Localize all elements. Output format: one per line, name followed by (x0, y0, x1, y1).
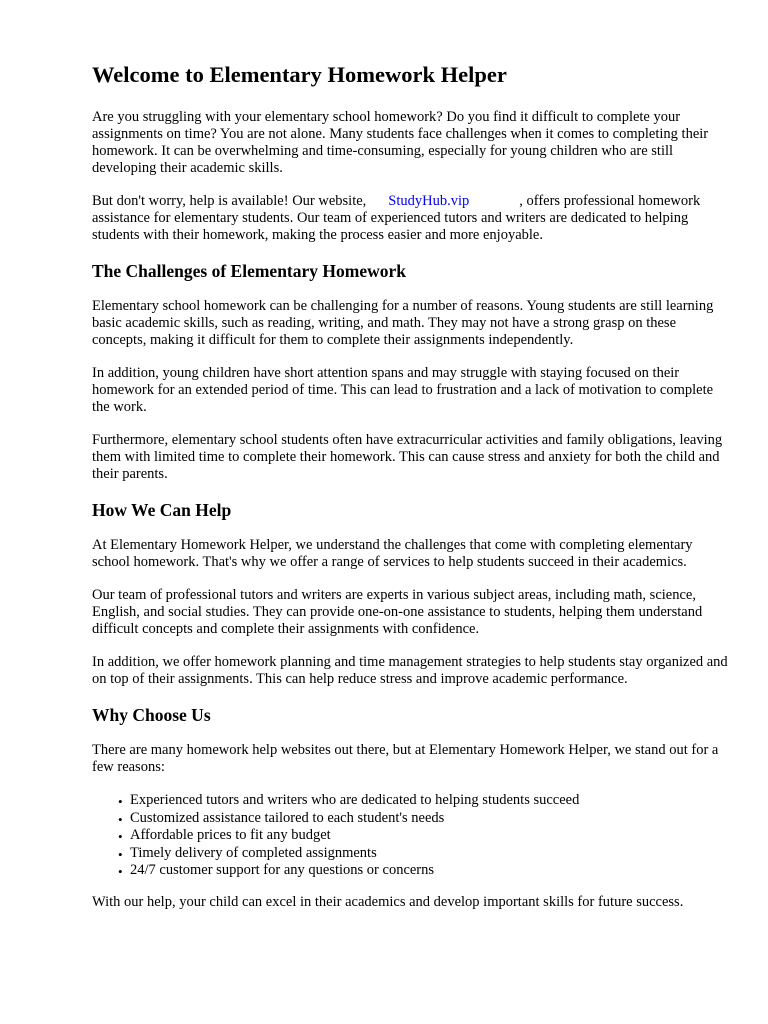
help-paragraph-3: In addition, we offer homework planning and time management strategies to help students stay organized and on top of their assignments. This can help reduce stress and improve academic performance. (92, 654, 728, 687)
why-paragraph-1: There are many homework help websites out there, but at Elementary Homework Helper, we stand out for a few reasons: (92, 742, 719, 775)
intro-paragraph-1: Are you struggling with your elementary school homework? Do you find it difficult to complete your assignments on time? You are not alone. Many students face challenges when it comes to completing their homework. It can be overwhelming and time-consuming, especially for young children who are still developing their academic skills. (92, 109, 709, 176)
intro-text-before-link: But don't worry, help is available! Our website, (92, 193, 367, 209)
page-title: Welcome to Elementary Homework Helper (92, 62, 507, 87)
list-item (118, 792, 732, 810)
document-page (92, 60, 732, 927)
list-item-text: Experienced tutors and writers who are dedicated to helping students succeed (130, 792, 580, 808)
bullet-icon: • (118, 794, 123, 809)
list-item (118, 810, 732, 828)
studyhub-link[interactable]: StudyHub.vip (388, 193, 470, 209)
bullet-icon: • (118, 829, 123, 844)
list-item-text: Timely delivery of completed assignments (130, 844, 377, 861)
reasons-list (92, 792, 732, 880)
help-heading: How We Can Help (92, 500, 232, 520)
bullet-icon: • (118, 811, 123, 827)
help-paragraph-2: Our team of professional tutors and writers are experts in various subject areas, including math, science, English, and social studies. They can provide one-on-one assistance to students, helping them understand difficult concepts and complete their assignments with confidence. (92, 587, 703, 637)
list-item-text: 24/7 customer support for any questions or concerns (130, 862, 435, 878)
list-item (118, 845, 732, 863)
list-item (118, 827, 732, 845)
intro-paragraph-2 (92, 193, 732, 244)
list-item-text: Customized assistance tailored to each student's needs (130, 809, 445, 826)
why-heading: Why Choose Us (92, 705, 211, 725)
challenges-paragraph-2: In addition, young children have short attention spans and may struggle with staying focused on their homework for an extended period of time. This can lead to frustration and a lack of motivation to complete the work. (92, 365, 714, 415)
challenges-paragraph-3: Furthermore, elementary school students often have extracurricular activities and family obligations, leaving them with limited time to complete their homework. This can cause stress and anxiety for both the child and their parents. (92, 432, 723, 482)
help-paragraph-1: At Elementary Homework Helper, we understand the challenges that come with completing elementary school homework. That's why we offer a range of services to help students succeed in their academics. (92, 537, 693, 570)
intro-text-after-link: , offers professional homework assistance for elementary students. Our team of experienced tutors and writers are dedicated to helping students with their homework, making the process easier and more enjoyable. (92, 193, 701, 243)
list-item-text: Affordable prices to fit any budget (130, 827, 331, 843)
list-item (118, 862, 732, 880)
challenges-heading: The Challenges of Elementary Homework (92, 261, 406, 281)
challenges-paragraph-1: Elementary school homework can be challenging for a number of reasons. Young students are still learning basic academic skills, such as reading, writing, and math. They may not have a strong grasp on these concepts, making it difficult for them to complete their assignments independently. (92, 298, 714, 348)
bullet-icon: • (118, 864, 123, 879)
closing-paragraph: With our help, your child can excel in their academics and develop important skills for future success. (92, 893, 684, 910)
bullet-icon: • (118, 846, 123, 862)
